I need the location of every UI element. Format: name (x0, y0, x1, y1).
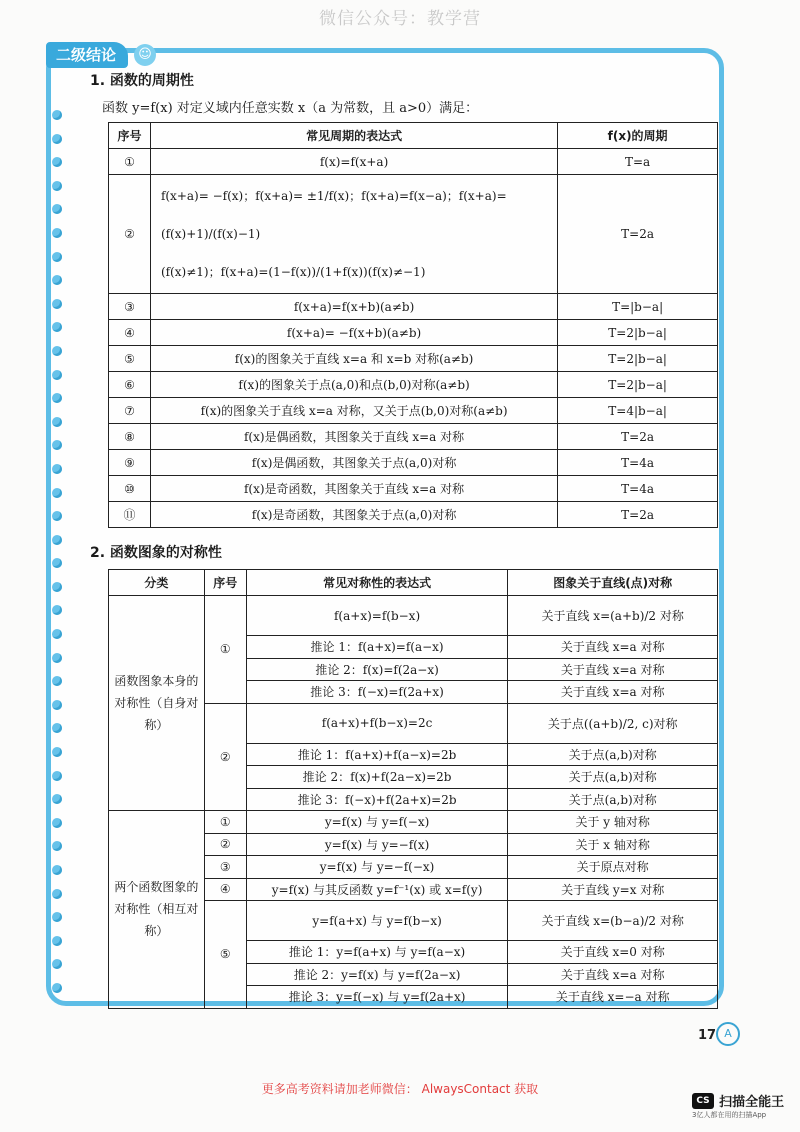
main-content (90, 70, 718, 1009)
table-row: ⑪ f(x)是奇函数，其图象关于点(a,0)对称 T=2a (109, 502, 718, 528)
table-row: ④ f(x+a)= −f(x+b)(a≠b) T=2|b−a| (109, 320, 718, 346)
table-row: ⑧ f(x)是偶函数，其图象关于直线 x=a 对称 T=2a (109, 424, 718, 450)
scanner-name: 扫描全能王 (719, 1095, 785, 1110)
table-row: ⑨ f(x)是偶函数，其图象关于点(a,0)对称 T=4a (109, 450, 718, 476)
table-row: ⑤ y=f(a+x) 与 y=f(b−x) 关于直线 x=(b−a)/2 对称 (109, 901, 718, 941)
table-row: 两个函数图象的对称性（相互对称） ① y=f(x) 与 y=f(−x) 关于 y 轴对称 (109, 811, 718, 834)
spiral-binding (52, 110, 64, 1000)
table-row: ③ y=f(x) 与 y=−f(−x) 关于原点对称 (109, 856, 718, 879)
periodicity-table (108, 122, 718, 528)
table-row: 推论 1：y=f(a+x) 与 y=f(a−x) 关于直线 x=0 对称 (109, 941, 718, 964)
footer-note: 更多高考资料请加老师微信： AlwaysContact 获取 (261, 1082, 539, 1096)
table-row: 推论 2：f(x)+f(2a−x)=2b 关于点(a,b)对称 (109, 766, 718, 789)
watermark: 微信公众号：教学营 (319, 9, 481, 29)
table-row: ② f(x+a)= −f(x)；f(x+a)= ±1/f(x)；f(x+a)=f(x−a)；f(x+a)=(f(x)+1)/(f(x)−1) (f(x)≠1)；f(x+a)=(1−f(x))/(1+f(x))(f(x)≠−1) T=2a (109, 175, 718, 294)
table-row: ② y=f(x) 与 y=−f(x) 关于 x 轴对称 (109, 833, 718, 856)
table-row: 函数图象本身的对称性（自身对称） ① f(a+x)=f(b−x) 关于直线 x=(a+b)/2 对称 (109, 596, 718, 636)
table-row: ④ y=f(x) 与其反函数 y=f⁻¹(x) 或 x=f(y) 关于直线 y=x 对称 (109, 878, 718, 901)
section-badge: 二级结论 (46, 42, 128, 68)
table-row: 推论 2：y=f(x) 与 y=f(2a−x) 关于直线 x=a 对称 (109, 963, 718, 986)
section2-title: 2. 函数图象的对称性 (90, 545, 222, 561)
table-header-row: 序号 常见周期的表达式 f(x)的周期 (109, 123, 718, 149)
table-row: ③ f(x+a)=f(x+b)(a≠b) T=|b−a| (109, 294, 718, 320)
table-row: ⑩ f(x)是奇函数，其图象关于直线 x=a 对称 T=4a (109, 476, 718, 502)
page-number: 17 (698, 1028, 717, 1043)
scanner-subtitle: 3亿人都在用的扫描App (692, 1111, 767, 1119)
scanner-logo: CS (692, 1093, 714, 1109)
table-header-row: 分类 序号 常见对称性的表达式 图象关于直线(点)对称 (109, 570, 718, 596)
table-row: 推论 1：f(a+x)=f(a−x) 关于直线 x=a 对称 (109, 636, 718, 659)
page-mascot-icon: A (716, 1022, 740, 1046)
table-row: ⑤ f(x)的图象关于直线 x=a 和 x=b 对称(a≠b) T=2|b−a| (109, 346, 718, 372)
table-row: 推论 2：f(x)=f(2a−x) 关于直线 x=a 对称 (109, 658, 718, 681)
table-row: 推论 3：y=f(−x) 与 y=f(2a+x) 关于直线 x=−a 对称 (109, 986, 718, 1009)
table-row: ① f(x)=f(x+a) T=a (109, 149, 718, 175)
section1-intro: 函数 y=f(x) 对定义域内任意实数 x（a 为常数，且 a>0）满足： (102, 101, 479, 116)
table-row: 推论 3：f(−x)+f(2a+x)=2b 关于点(a,b)对称 (109, 788, 718, 811)
table-row: ② f(a+x)+f(b−x)=2c 关于点((a+b)/2, c)对称 (109, 703, 718, 743)
student-icon: ☺ (134, 44, 156, 66)
scanner-watermark (692, 1090, 792, 1120)
section1-title: 1. 函数的周期性 (90, 73, 194, 89)
symmetry-table (108, 569, 718, 1009)
table-row: ⑦ f(x)的图象关于直线 x=a 对称，又关于点(b,0)对称(a≠b) T=4|b−a| (109, 398, 718, 424)
table-row: 推论 3：f(−x)=f(2a+x) 关于直线 x=a 对称 (109, 681, 718, 704)
table-row: 推论 1：f(a+x)+f(a−x)=2b 关于点(a,b)对称 (109, 743, 718, 766)
table-row: ⑥ f(x)的图象关于点(a,0)和点(b,0)对称(a≠b) T=2|b−a| (109, 372, 718, 398)
